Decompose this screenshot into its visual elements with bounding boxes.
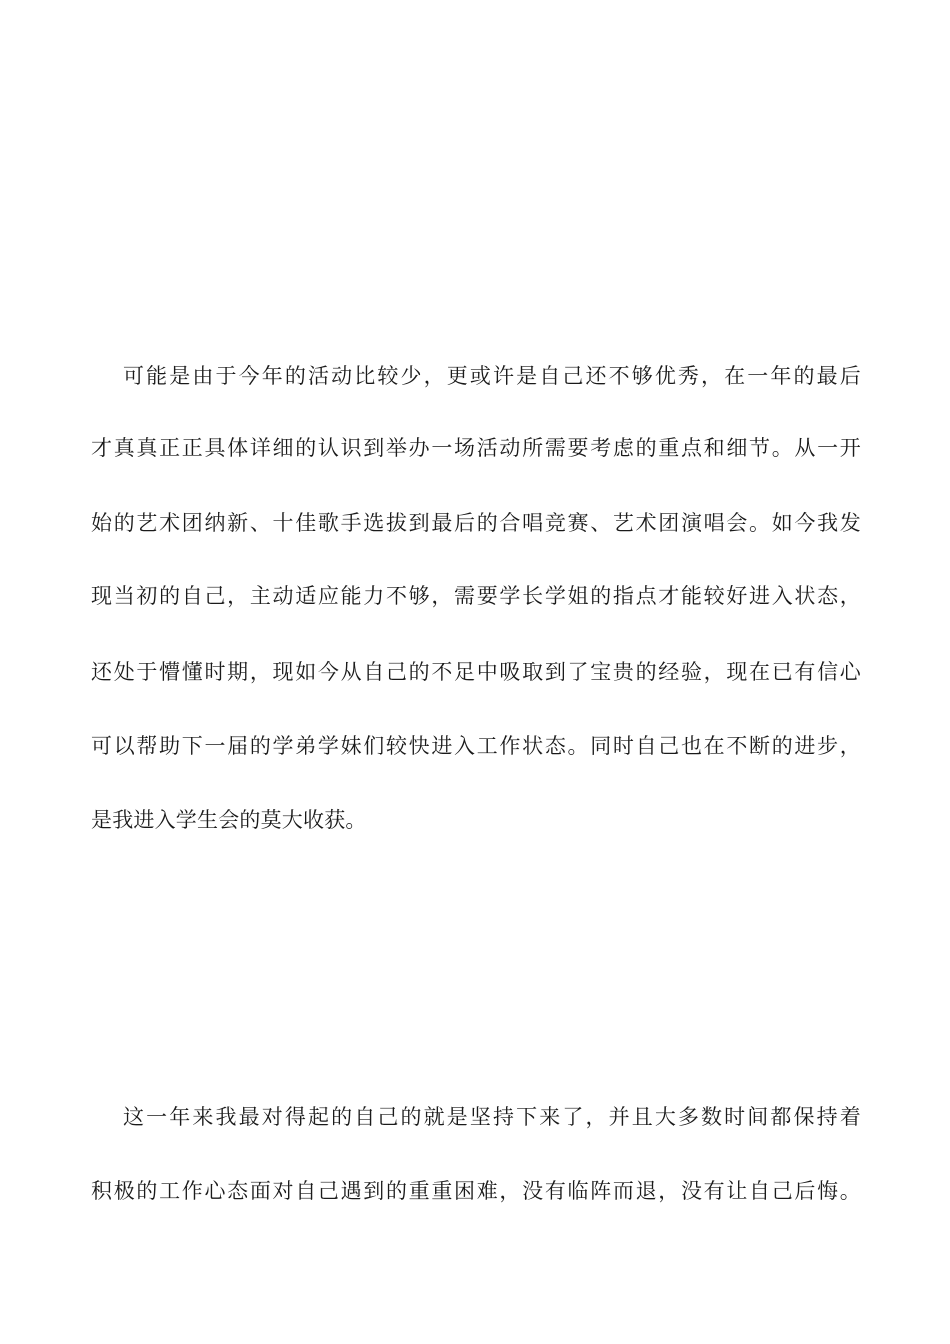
paragraph-1-line-3: 始的艺术团纳新、十佳歌手选拔到最后的合唱竞赛、艺术团演唱会。如今我发 (91, 511, 861, 535)
paragraph-1-line-6: 可以帮助下一届的学弟学妹们较快进入工作状态。同时自己也在不断的进步， (91, 734, 861, 758)
paragraph-2-line-1: 这一年来我最对得起的自己的就是坚持下来了，并且大多数时间都保持着 (123, 1105, 861, 1129)
paragraph-2-line-2: 积极的工作心态面对自己遇到的重重困难，没有临阵而退，没有让自己后悔。 (91, 1179, 861, 1203)
paragraph-1-line-4: 现当初的自己，主动适应能力不够，需要学长学姐的指点才能较好进入状态， (91, 584, 861, 608)
paragraph-1-line-2: 才真真正正具体详细的认识到举办一场活动所需要考虑的重点和细节。从一开 (91, 436, 861, 460)
paragraph-1-line-1: 可能是由于今年的活动比较少，更或许是自己还不够优秀，在一年的最后 (123, 364, 861, 388)
paragraph-1-line-5: 还处于懵懂时期，现如今从自己的不足中吸取到了宝贵的经验，现在已有信心 (91, 660, 861, 684)
paragraph-1-line-7: 是我进入学生会的莫大收获。 (91, 808, 367, 832)
